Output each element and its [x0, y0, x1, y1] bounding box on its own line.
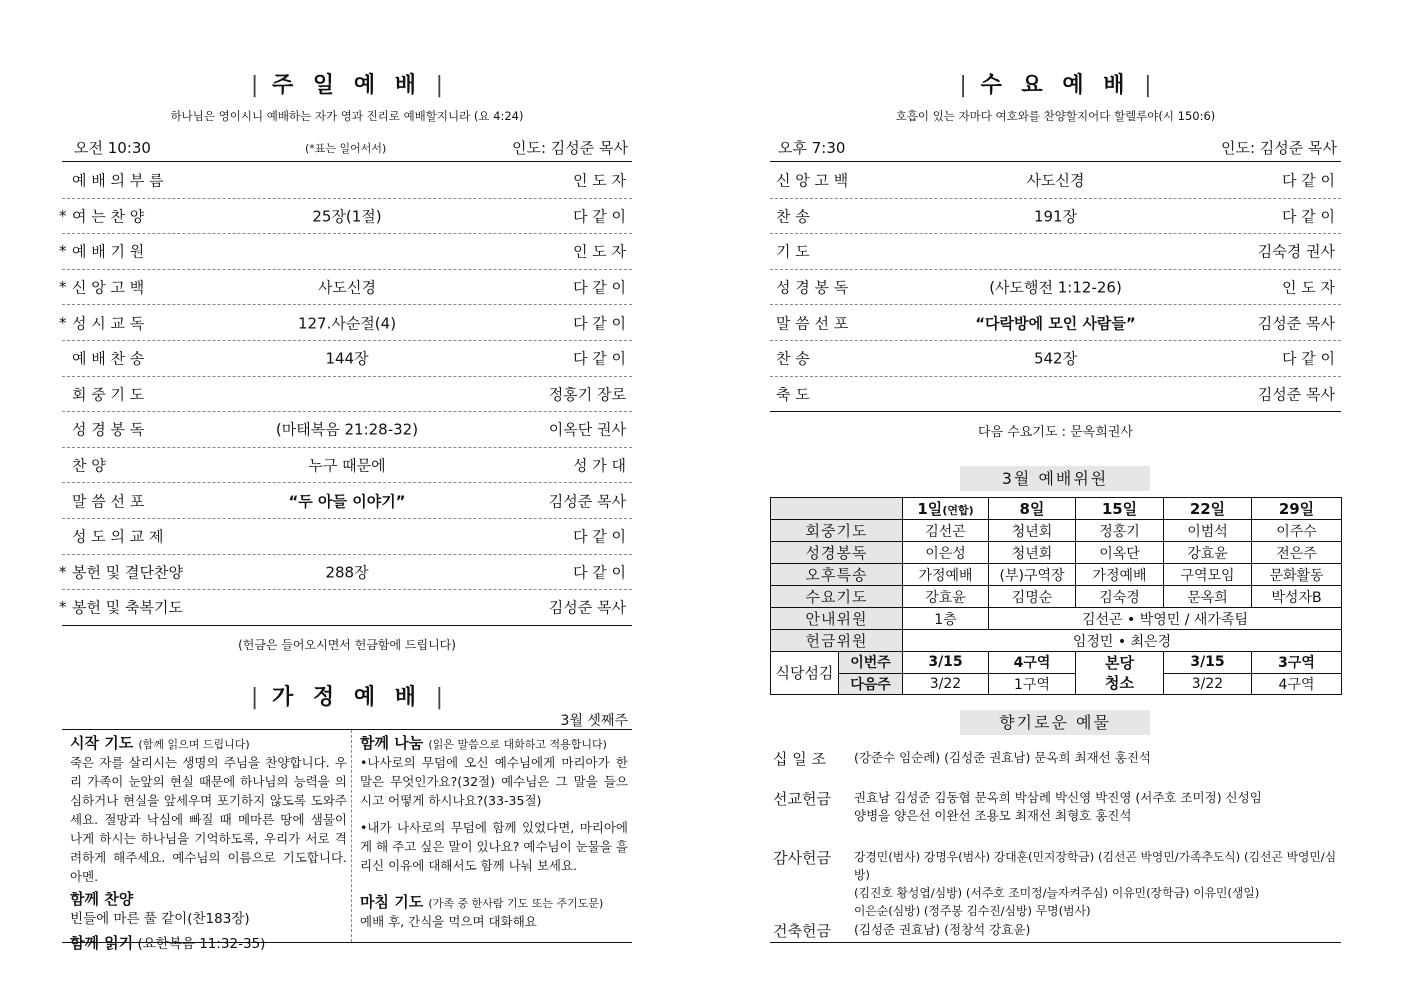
- sunday-order-row: [59, 555, 632, 591]
- sunday-order-row: [62, 341, 632, 377]
- order-item-detail: 사도신경: [1026, 171, 1085, 190]
- order-item-detail: 288장: [325, 563, 369, 582]
- committee-cell: 강효윤: [1164, 542, 1252, 564]
- committee-row: [771, 542, 1342, 564]
- share-heading: [360, 732, 628, 753]
- order-item-name: 회 중 기 도: [72, 385, 145, 404]
- opening-prayer-title: 시작 기도: [70, 734, 134, 752]
- family-title-text: 가 정 예 배: [272, 685, 422, 710]
- wednesday-order-row: [770, 377, 1341, 413]
- family-left: [62, 730, 352, 952]
- order-star: *: [59, 242, 67, 261]
- meal-row-this: [771, 652, 1342, 674]
- wednesday-title: | 수 요 예 배 |: [959, 73, 1152, 98]
- sunday-header: [62, 134, 632, 162]
- order-item-name: 성 시 교 독: [72, 314, 145, 333]
- order-item-leader: 인 도 자: [1281, 278, 1335, 297]
- order-item-leader: 다 같 이: [572, 314, 626, 333]
- order-star: *: [59, 313, 67, 332]
- order-item-detail: 542장: [1033, 349, 1078, 368]
- order-item-name: 기 도: [776, 242, 810, 261]
- order-item-name: 예 배 의 부 름: [72, 171, 164, 190]
- committee-row-label: 성경봉독: [771, 542, 903, 564]
- family-title: | 가 정 예 배 |: [250, 685, 444, 710]
- order-item-detail: 사도신경: [318, 278, 376, 297]
- order-item-detail: 144장: [325, 349, 369, 368]
- sunday-title: | 주 일 예 배 |: [250, 73, 444, 98]
- committee-row: [771, 564, 1342, 586]
- committee-cell: 박성자B: [1252, 586, 1342, 608]
- order-item-name: 말 씀 선 포: [72, 492, 145, 511]
- wednesday-order-row: [770, 341, 1341, 377]
- meal-this-group: 4구역: [989, 652, 1076, 674]
- committee-row-label: 수요기도: [771, 586, 903, 608]
- order-item-leader: 성 가 대: [572, 456, 626, 475]
- sunday-standing-note: (*표는 일어서서): [305, 142, 387, 155]
- hymn-text: 빈들에 마른 풀 같이(찬183장): [70, 911, 250, 927]
- guide-row: [771, 608, 1342, 630]
- order-item-name: 축 도: [776, 385, 810, 404]
- committee-cell: 김숙경: [1076, 586, 1164, 608]
- date-1: 1일(연합): [903, 498, 989, 520]
- committee-cell: 구역모임: [1164, 564, 1252, 586]
- order-item-detail: 누구 때문에: [308, 456, 386, 475]
- next-wednesday-prayer: 다음 수요기도 : 문옥희권사: [978, 425, 1133, 440]
- opening-prayer-heading: [70, 732, 347, 753]
- meal-this-date: 3/15: [903, 652, 989, 674]
- date-2: 8일: [989, 498, 1076, 520]
- committee-cell: 이범석: [1164, 520, 1252, 542]
- mission-line-1: 권효남 김성준 김동협 문옥희 박삼례 박신영 박진영 (서주호 조미정) 신성임: [854, 790, 1262, 805]
- building-label: 건축헌금: [773, 922, 831, 940]
- wednesday-order-row: [770, 305, 1341, 341]
- order-item-leader: 다 같 이: [572, 349, 626, 368]
- order-item-name: 찬 양: [72, 456, 106, 475]
- order-item-leader: 다 같 이: [1281, 207, 1335, 226]
- date-5: 29일: [1252, 498, 1342, 520]
- sunday-order-row: [62, 377, 632, 413]
- order-item-name: 예 배 기 원: [72, 242, 145, 261]
- order-star: *: [59, 598, 67, 617]
- committee-cell: 김선곤: [903, 520, 989, 542]
- sunday-order-row: [62, 412, 632, 448]
- guide-label: 안내위원: [771, 608, 903, 630]
- sunday-order-row: [59, 270, 632, 306]
- mission-text: [854, 789, 1341, 825]
- order-item-name: 성 경 봉 독: [776, 278, 849, 297]
- wednesday-header: [770, 134, 1341, 162]
- meal-label: 식당섬김: [771, 652, 839, 695]
- share-title: 함께 나눔: [360, 734, 424, 752]
- order-item-leader: 김숙경 권사: [1257, 242, 1335, 261]
- committee-cell: 가정예배: [1076, 564, 1164, 586]
- order-item-leader: 다 같 이: [572, 278, 626, 297]
- order-item-name: 봉헌 및 결단찬양: [72, 563, 183, 582]
- tithe-text: (강준수 임순례) (김성준 권효남) 문옥희 최재선 홍진석: [854, 750, 1151, 765]
- committee-cell: 청년회: [989, 520, 1076, 542]
- order-item-detail: (사도행전 1:12-26): [989, 278, 1122, 297]
- clean-this-group: 3구역: [1252, 652, 1342, 674]
- wednesday-time: 오후 7:30: [778, 139, 846, 157]
- committee-date-row: [771, 498, 1342, 520]
- order-item-leader: 김성준 목사: [548, 492, 626, 511]
- thanks-line-3: 이은순(심방) (정주봉 김수진/심방) 무명(범사): [854, 904, 1091, 918]
- committee-cell: 이주수: [1252, 520, 1342, 542]
- committee-body: [771, 520, 1342, 608]
- committee-corner: [771, 498, 903, 520]
- committee-table: [770, 497, 1342, 695]
- family-week: 3월 셋째주: [560, 713, 628, 729]
- committee-row: [771, 520, 1342, 542]
- wednesday-order-row: [770, 163, 1341, 199]
- order-star: *: [59, 206, 67, 225]
- order-item-name: 여 는 찬 양: [72, 207, 145, 226]
- order-item-leader: 다 같 이: [1281, 171, 1335, 190]
- offering-committee-label: 헌금위원: [771, 630, 903, 652]
- sunday-order-row: [62, 448, 632, 484]
- order-item-detail: 191장: [1033, 207, 1078, 226]
- committee-cell: 김명순: [989, 586, 1076, 608]
- order-item-leader: 다 같 이: [1281, 349, 1335, 368]
- sunday-order-row: [62, 483, 632, 519]
- guide-floor: 1층: [903, 608, 989, 630]
- share-sub: (읽은 말씀으로 대화하고 적용합니다): [428, 738, 607, 751]
- clean-next-group: 4구역: [1252, 673, 1342, 695]
- committee-row-label: 오후특송: [771, 564, 903, 586]
- order-item-leader: 인 도 자: [572, 242, 626, 261]
- thanks-text: [854, 848, 1341, 920]
- order-item-leader: 다 같 이: [572, 563, 626, 582]
- committee-row: [771, 586, 1342, 608]
- sunday-verse: 하나님은 영이시니 예배하는 자가 영과 진리로 예배할지니라 (요 4:24): [170, 109, 524, 123]
- order-item-name: 찬 송: [776, 349, 810, 368]
- clean-this-date: 3/15: [1164, 652, 1252, 674]
- thanks-label: 감사헌금: [773, 849, 831, 867]
- committee-cell: 강효윤: [903, 586, 989, 608]
- wednesday-verse: 호흡이 있는 자마다 여호와를 찬양할지어다 할렐루야(시 150:6): [895, 109, 1216, 123]
- thanks-line-2: (김진호 황성엽/심방) (서주호 조미정/늘자켜주심) 이유민(장학금) 이유민(생일): [854, 886, 1260, 900]
- committee-cell: 정홍기: [1076, 520, 1164, 542]
- order-item-name: 신 앙 고 백: [72, 278, 145, 297]
- order-item-leader: 김성준 목사: [1257, 385, 1335, 404]
- meal-next-week: 다음주: [839, 673, 903, 695]
- committee-cell: (부)구역장: [989, 564, 1076, 586]
- reading-text: (요한복음 11:32-35): [137, 936, 266, 952]
- order-item-leader: 다 같 이: [572, 527, 626, 546]
- offering-committee-names: 임정민 • 최은경: [903, 630, 1342, 652]
- order-item-name: 말 씀 선 포: [776, 314, 849, 333]
- meal-this-week: 이번주: [839, 652, 903, 674]
- date-3: 15일: [1076, 498, 1164, 520]
- sunday-order-row: [62, 519, 632, 555]
- offerings-bottom-rule: [770, 942, 1341, 943]
- order-item-name: 예 배 찬 송: [72, 349, 145, 368]
- order-item-detail: (마태복음 21:28-32): [275, 420, 419, 439]
- order-star: *: [59, 278, 67, 297]
- committee-cell: 문화활동: [1252, 564, 1342, 586]
- tithe-label: 십 일 조: [773, 750, 827, 768]
- opening-prayer-text: 죽은 자를 살리시는 생명의 주님을 찬양합니다. 우리 가족이 눈앞의 현실 때문에 하나님의 능력을 의심하거나 현실을 앞세우며 포기하지 않도록 도와주세요. 절망과 낙심에 빠질 때 메마른 땅에 샘물이 나게 하시는 하나님을 기억하도록, 우리가 서로 격려하게 해주세요. 예수님의 이름으로 기도합니다. 아멘.: [70, 755, 347, 884]
- sunday-leader: 인도: 김성준 목사: [511, 139, 628, 157]
- offerings-title: 향기로운 예물: [960, 710, 1150, 735]
- thanks-line-1: 강경민(범사) 강명우(범사) 강대훈(민지장학금) (김선곤 박영민/가족추도식) (김선곤 박영민/심방): [854, 850, 1337, 882]
- family-right: [352, 730, 632, 942]
- share-question-2: •내가 나사로의 무덤에 함께 있었다면, 마리아에게 해 주고 싶은 말이 있나요? 예수님이 눈물을 흘리신 이유에 대해서도 함께 나눠 보세요.: [360, 820, 628, 873]
- closing-text: 예배 후, 간식을 먹으며 대화해요: [360, 914, 537, 929]
- order-star: *: [59, 562, 67, 581]
- committee-cell: 청년회: [989, 542, 1076, 564]
- opening-prayer-sub: (함께 읽으며 드립니다): [138, 738, 250, 751]
- meal-next-date: 3/22: [903, 673, 989, 695]
- order-item-leader: 김성준 목사: [548, 598, 626, 617]
- order-item-name: 성 도 의 교 제: [72, 527, 164, 546]
- guide-names: 김선곤 • 박영민 / 새가족팀: [989, 608, 1342, 630]
- offering-committee-row: [771, 630, 1342, 652]
- order-item-leader: 정홍기 장로: [548, 385, 626, 404]
- sunday-order-row: [62, 163, 632, 199]
- wednesday-leader: 인도: 김성준 목사: [1220, 139, 1337, 157]
- hymn-title: 함께 찬양: [70, 890, 134, 908]
- building-text: (김성준 권효남) (정창석 강효윤): [854, 922, 1031, 937]
- reading-title: 함께 읽기: [70, 934, 134, 952]
- order-item-name: 성 경 봉 독: [72, 420, 145, 439]
- committee-cell: 이옥단: [1076, 542, 1164, 564]
- order-item-detail: 25장(1절): [312, 207, 382, 226]
- order-item-leader: 이옥단 권사: [548, 420, 626, 439]
- wednesday-order-row: [770, 234, 1341, 270]
- wednesday-title-text: 수 요 예 배: [980, 73, 1131, 98]
- order-item-leader: 김성준 목사: [1257, 314, 1335, 333]
- family-box: [62, 729, 632, 952]
- order-item-detail: “다락방에 모인 사람들”: [975, 314, 1136, 333]
- sunday-order-list: [59, 163, 632, 626]
- reading-heading: [70, 933, 347, 954]
- sunday-order-row: [59, 305, 632, 341]
- committee-cell: 이은성: [903, 542, 989, 564]
- committee-row-label: 회중기도: [771, 520, 903, 542]
- order-item-detail: “두 아들 이야기”: [288, 492, 406, 511]
- sunday-time: 오전 10:30: [74, 139, 151, 157]
- date-4: 22일: [1164, 498, 1252, 520]
- offering-note: (헌금은 들어오시면서 헌금함에 드립니다): [238, 638, 456, 652]
- clean-label: 본당청소: [1076, 652, 1164, 695]
- clean-next-date: 3/22: [1164, 673, 1252, 695]
- closing-heading: [360, 891, 628, 912]
- share-question-1: •나사로의 무덤에 오신 예수님에게 마리아가 한 말은 무엇인가요?(32절) 예수님은 그 말을 들으시고 어떻게 하시나요?(33-35절): [360, 755, 628, 808]
- order-item-name: 찬 송: [776, 207, 810, 226]
- closing-sub: (가족 중 한사람 기도 또는 주기도문): [428, 897, 604, 910]
- mission-line-2: 양병을 양은선 이완선 조용모 최재선 최형호 홍진석: [854, 808, 1132, 823]
- committee-cell: 가정예배: [903, 564, 989, 586]
- sunday-order-row: [59, 590, 632, 626]
- sunday-title-text: 주 일 예 배: [272, 73, 422, 98]
- committee-cell: 전은주: [1252, 542, 1342, 564]
- wednesday-order-row: [770, 270, 1341, 306]
- order-item-leader: 다 같 이: [572, 207, 626, 226]
- wednesday-order-row: [770, 199, 1341, 235]
- committee-title: 3월 예배위원: [960, 466, 1150, 491]
- mission-label: 선교헌금: [773, 790, 831, 808]
- order-item-leader: 인 도 자: [572, 171, 626, 190]
- order-item-name: 봉헌 및 축복기도: [72, 598, 183, 617]
- committee-cell: 문옥희: [1164, 586, 1252, 608]
- meal-next-group: 1구역: [989, 673, 1076, 695]
- wednesday-order-list: [770, 163, 1341, 412]
- sunday-order-row: [59, 234, 632, 270]
- meal-row-next: [771, 673, 1342, 695]
- sunday-order-row: [59, 199, 632, 235]
- order-item-name: 신 앙 고 백: [776, 171, 849, 190]
- closing-title: 마침 기도: [360, 893, 424, 911]
- order-item-detail: 127.사순절(4): [297, 314, 397, 333]
